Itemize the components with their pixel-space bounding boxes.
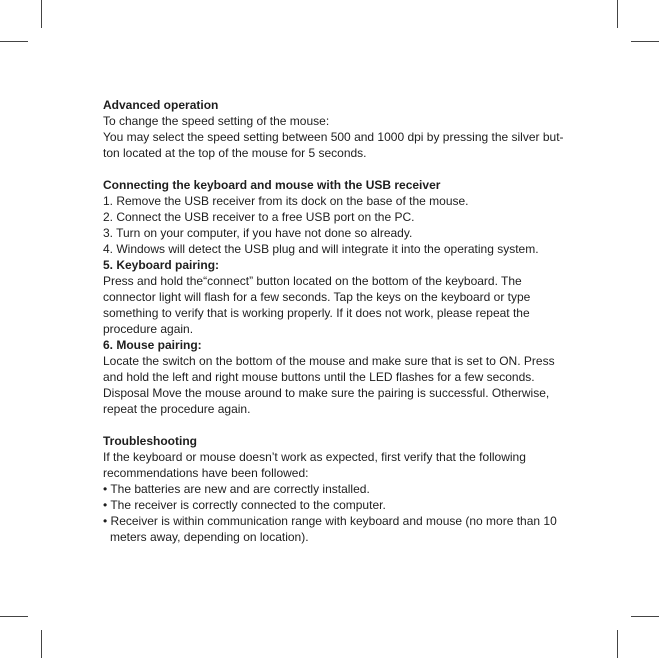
- section-heading-usb: Connecting the keyboard and mouse with the USB receiver: [103, 178, 441, 192]
- troubleshooting-line: recommendations have been followed:: [103, 466, 309, 480]
- troubleshooting-bullet: • The receiver is correctly connected to the computer.: [103, 498, 386, 512]
- usb-step: 3. Turn on your computer, if you have not done so already.: [103, 226, 413, 240]
- mouse-pairing-line: Disposal Move the mouse around to make sure the pairing is successful. Otherwise,: [103, 386, 550, 400]
- crop-mark-left-top: [0, 41, 28, 42]
- crop-mark-top-left: [41, 0, 42, 28]
- keyboard-pairing-line: something to verify that is working properly. If it does not work, please repeat the: [103, 306, 530, 320]
- keyboard-pairing-line: procedure again.: [103, 322, 194, 336]
- advanced-line: To change the speed setting of the mouse:: [103, 114, 330, 128]
- troubleshooting-line: If the keyboard or mouse doesn’t work as expected, first verify that the following: [103, 450, 526, 464]
- usb-step: 4. Windows will detect the USB plug and will integrate it into the operating system.: [103, 242, 539, 256]
- usb-step: 2. Connect the USB receiver to a free USB port on the PC.: [103, 210, 415, 224]
- crop-mark-top-right: [617, 0, 618, 28]
- troubleshooting-bullet: • Receiver is within communication range with keyboard and mouse (no more than 10 meters away, depending on location).: [103, 514, 557, 544]
- advanced-operation-section: [103, 97, 573, 161]
- keyboard-pairing-line: Press and hold the“connect” button located on the bottom of the keyboard. The: [103, 274, 522, 288]
- section-heading-advanced: Advanced operation: [103, 98, 219, 112]
- crop-mark-bottom-left: [41, 630, 42, 658]
- section-gap: [103, 161, 573, 177]
- advanced-line: ton located at the top of the mouse for 5 seconds.: [103, 146, 367, 160]
- troubleshooting-bullet: • The batteries are new and are correctly installed.: [103, 482, 370, 496]
- crop-mark-right-top: [631, 41, 659, 42]
- advanced-line: You may select the speed setting between 500 and 1000 dpi by pressing the silver but-: [103, 130, 564, 144]
- usb-receiver-section: [103, 177, 573, 417]
- manual-page-content: [103, 97, 573, 545]
- mouse-pairing-title: 6. Mouse pairing:: [103, 338, 202, 352]
- crop-mark-right-bottom: [631, 616, 659, 617]
- crop-mark-left-bottom: [0, 616, 28, 617]
- mouse-pairing-line: Locate the switch on the bottom of the mouse and make sure that is set to ON. Press: [103, 354, 555, 368]
- crop-mark-bottom-right: [617, 630, 618, 658]
- keyboard-pairing-title: 5. Keyboard pairing:: [103, 258, 220, 272]
- usb-step: 1. Remove the USB receiver from its dock on the base of the mouse.: [103, 194, 469, 208]
- mouse-pairing-line: repeat the procedure again.: [103, 402, 251, 416]
- mouse-pairing-line: and hold the left and right mouse buttons until the LED flashes for a few seconds.: [103, 370, 535, 384]
- section-heading-troubleshooting: Troubleshooting: [103, 434, 197, 448]
- section-gap: [103, 417, 573, 433]
- troubleshooting-section: [103, 433, 573, 545]
- keyboard-pairing-line: connector light will flash for a few seconds. Tap the keys on the keyboard or type: [103, 290, 531, 304]
